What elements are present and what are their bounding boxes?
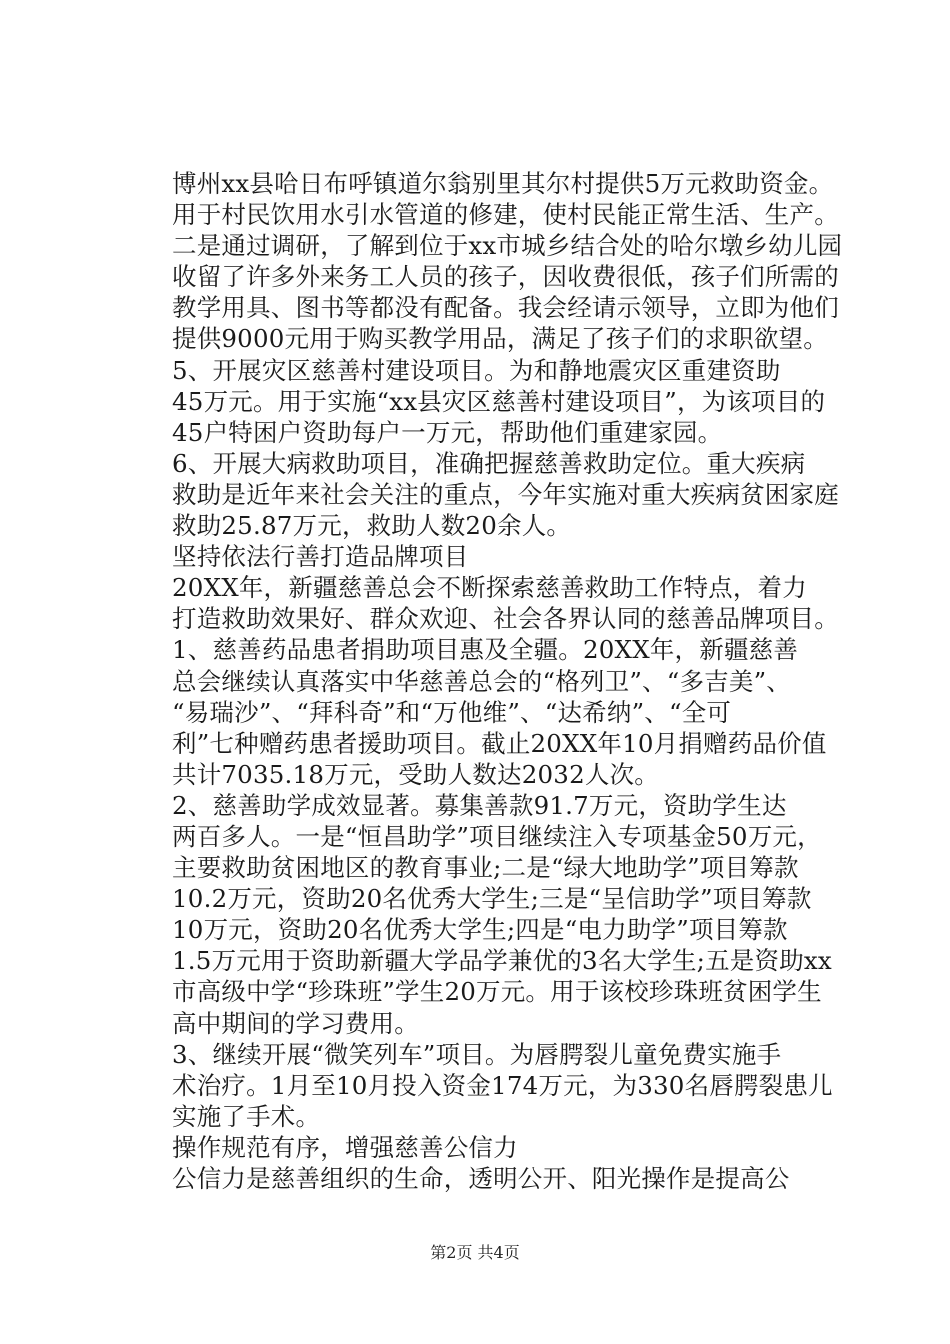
- page-footer: [0, 1240, 950, 1263]
- text-line: 二是通过调研，了解到位于xx市城乡结合处的哈尔墩乡幼儿园: [172, 231, 843, 261]
- text-line: 教学用具、图书等都没有配备。我会经请示领导，立即为他们: [172, 293, 839, 323]
- text-line: 救助25.87万元，救助人数20余人。: [172, 511, 572, 541]
- text-line: 3、继续开展“微笑列车”项目。为唇腭裂儿童免费实施手: [172, 1039, 782, 1069]
- text-line: 45万元。用于实施“xx县灾区慈善村建设项目”，为该项目的: [172, 386, 826, 416]
- section-heading: 操作规范有序，增强慈善公信力: [172, 1132, 518, 1162]
- text-line: 高中期间的学习费用。: [172, 1008, 419, 1038]
- text-line: 两百多人。一是“恒昌助学”项目继续注入专项基金50万元，: [172, 821, 822, 851]
- text-line: 总会继续认真落实中华慈善总会的“格列卫”、“多吉美”、: [172, 666, 791, 696]
- text-line: 术治疗。1月至10月投入资金174万元，为330名唇腭裂患儿: [172, 1070, 833, 1100]
- text-line: 提供9000元用于购买教学用品，满足了孩子们的求职欲望。: [172, 324, 828, 354]
- text-line: 打造救助效果好、群众欢迎、社会各界认同的慈善品牌项目。: [172, 604, 839, 634]
- text-line: 5、开展灾区慈善村建设项目。为和静地震灾区重建资助: [172, 355, 781, 385]
- text-line: 博州xx县哈日布呼镇道尔翁别里其尔村提供5万元救助资金。: [172, 169, 834, 198]
- text-line: 实施了手术。: [172, 1101, 321, 1131]
- text-line: 救助是近年来社会关注的重点，今年实施对重大疾病贫困家庭: [172, 479, 839, 509]
- text-line: 市高级中学“珍珠班”学生20万元。用于该校珍珠班贫困学生: [172, 977, 822, 1007]
- text-line: 2、慈善助学成效显著。募集善款91.7万元，资助学生达: [172, 790, 787, 820]
- page-number-label: 第2页 共4页: [430, 1243, 520, 1262]
- text-line: 1.5万元用于资助新疆大学品学兼优的3名大学生;五是资助xx: [172, 946, 832, 976]
- text-line: 20XX年，新疆慈善总会不断探索慈善救助工作特点，着力: [172, 573, 807, 603]
- text-line: 10.2万元，资助20名优秀大学生;三是“呈信助学”项目筹款: [172, 884, 812, 914]
- section-heading: 坚持依法行善打造品牌项目: [172, 542, 469, 572]
- text-line: “易瑞沙”、“拜科奇”和“万他维”、“达希纳”、“全可: [172, 697, 732, 727]
- text-line: 共计7035.18万元，受助人数达2032人次。: [172, 759, 659, 789]
- text-line: 利”七种赠药患者援助项目。截止20XX年10月捐赠药品价值: [172, 728, 827, 758]
- text-line: 45户特困户资助每户一万元，帮助他们重建家园。: [172, 417, 723, 447]
- text-line: 10万元，资助20名优秀大学生;四是“电力助学”项目筹款: [172, 915, 788, 945]
- text-line: 主要救助贫困地区的教育事业;二是“绿大地助学”项目筹款: [172, 853, 799, 883]
- text-line: 6、开展大病救助项目，准确把握慈善救助定位。重大疾病: [172, 448, 806, 478]
- text-line: 用于村民饮用水引水管道的修建，使村民能正常生活、生产。: [172, 200, 839, 230]
- text-line: 1、慈善药品患者捐助项目惠及全疆。20XX年，新疆慈善: [172, 635, 799, 665]
- document-body: [172, 168, 843, 1194]
- text-line: 收留了许多外来务工人员的孩子，因收费很低，孩子们所需的: [172, 262, 839, 292]
- text-line: 公信力是慈善组织的生命，透明公开、阳光操作是提高公: [172, 1164, 790, 1193]
